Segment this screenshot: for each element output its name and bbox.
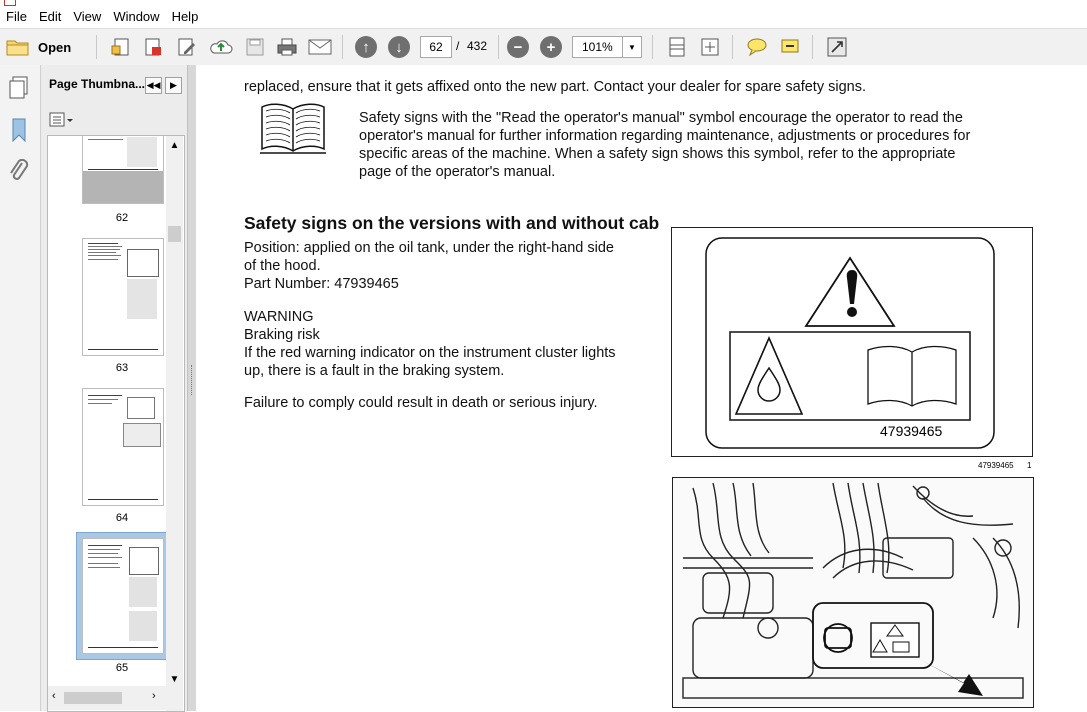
scroll-down-icon[interactable]: ▼ <box>169 674 180 685</box>
zoom-value: 101% <box>582 40 613 54</box>
read-manual-line-3: specific areas of the machine. When a safety sign shows this symbol, refer to the appropriate <box>359 145 956 162</box>
page-thumbnails-icon[interactable] <box>8 75 30 102</box>
edit-pdf-button[interactable] <box>174 35 200 59</box>
collapse-panel-icon[interactable]: ◀◀ <box>145 77 162 94</box>
upload-cloud-button[interactable] <box>208 35 234 59</box>
thumbnail-vertical-scrollbar[interactable] <box>166 136 183 711</box>
zoom-select[interactable] <box>572 36 642 58</box>
thumbnail-label: 63 <box>115 362 129 374</box>
page-number-input[interactable]: 62 <box>420 36 452 58</box>
position-line-2: of the hood. <box>244 257 321 274</box>
toolbar-separator <box>342 35 343 59</box>
position-line-1: Position: applied on the oil tank, under the right-hand side <box>244 239 614 256</box>
folder-icon <box>6 37 30 57</box>
toolbar-separator <box>96 35 97 59</box>
thumbnail-list[interactable] <box>47 135 185 712</box>
scroll-left-icon[interactable]: ‹ <box>52 690 56 702</box>
highlight-button[interactable] <box>777 35 803 59</box>
speech-bubble-icon <box>746 37 768 57</box>
thumbnail-label: 65 <box>115 662 129 674</box>
sign-part-number: 47939465 <box>880 423 943 439</box>
read-manual-line-4: page of the operator's manual. <box>359 163 556 180</box>
highlighter-icon <box>779 37 801 57</box>
expand-arrows-icon <box>826 36 848 58</box>
toolbar-separator <box>652 35 653 59</box>
envelope-icon <box>308 38 332 56</box>
main-toolbar <box>0 28 1087 66</box>
engine-location-figure <box>672 477 1034 708</box>
create-pdf-button[interactable] <box>108 35 134 59</box>
failure-text: Failure to comply could result in death or serious injury. <box>244 394 598 411</box>
scrollbar-thumb[interactable] <box>168 226 181 242</box>
menu-view[interactable]: View <box>73 9 102 24</box>
fit-page-button[interactable] <box>664 35 690 59</box>
figure-caption-number: 1 <box>1027 461 1032 470</box>
comment-button[interactable] <box>744 35 770 59</box>
scroll-up-icon[interactable]: ▲ <box>169 140 180 151</box>
save-button[interactable] <box>242 35 268 59</box>
total-pages: 432 <box>467 39 488 53</box>
bookmark-icon[interactable] <box>10 117 28 146</box>
navigation-pane-strip <box>0 65 41 711</box>
edit-pdf-icon <box>176 36 198 58</box>
toolbar-separator <box>812 35 813 59</box>
zoom-in-button[interactable] <box>539 35 563 59</box>
expand-button[interactable] <box>824 35 850 59</box>
menu-help[interactable]: Help <box>171 9 199 24</box>
panel-title: Page Thumbna... <box>49 77 146 91</box>
thumbnail-label: 62 <box>115 212 129 224</box>
menu-bar <box>0 6 1087 28</box>
next-page-button[interactable] <box>387 35 411 59</box>
operators-manual-book-icon <box>258 101 328 162</box>
warning-heading: WARNING <box>244 308 314 325</box>
warning-text-2: up, there is a fault in the braking system. <box>244 362 505 379</box>
options-menu-icon <box>49 111 77 129</box>
panel-splitter[interactable] <box>187 65 196 711</box>
thumbnail-label: 64 <box>115 512 129 524</box>
open-label: Open <box>38 39 72 55</box>
scrolling-mode-icon <box>667 36 687 58</box>
thumbnails-header <box>41 65 187 105</box>
splitter-grip[interactable] <box>191 365 194 395</box>
full-screen-button[interactable] <box>697 35 723 59</box>
read-manual-line-1: Safety signs with the "Read the operator's manual" symbol encourage the operator to read the <box>359 109 963 126</box>
minus-icon: − <box>507 36 529 58</box>
toolbar-separator <box>732 35 733 59</box>
thumbnail-page-62[interactable] <box>82 135 164 204</box>
thumbnail-horizontal-scrollbar[interactable] <box>48 686 166 710</box>
open-button[interactable] <box>6 35 80 59</box>
warning-risk: Braking risk <box>244 326 320 343</box>
printer-icon <box>276 37 298 57</box>
plus-icon: + <box>540 36 562 58</box>
menu-file[interactable]: File <box>6 9 27 24</box>
cloud-upload-icon <box>209 36 233 58</box>
read-manual-line-2: operator's manual for further information regarding maintenance, adjustments or procedures for <box>359 127 971 144</box>
email-button[interactable] <box>306 35 334 59</box>
print-button[interactable] <box>274 35 300 59</box>
page-thumbnails-panel <box>41 65 187 711</box>
warning-text-1: If the red warning indicator on the instrument cluster lights <box>244 344 616 361</box>
thumbnail-page-65[interactable] <box>82 538 164 654</box>
create-pdf-icon <box>110 36 132 58</box>
thumbnail-options-button[interactable] <box>49 111 79 129</box>
part-number: Part Number: 47939465 <box>244 275 399 292</box>
export-pdf-icon <box>142 36 164 58</box>
safety-sign-figure <box>671 227 1033 457</box>
menu-window[interactable]: Window <box>113 9 160 24</box>
horizontal-scrollbar-thumb[interactable] <box>64 692 122 704</box>
toolbar-separator <box>498 35 499 59</box>
paperclip-icon[interactable] <box>8 159 30 188</box>
section-title: Safety signs on the versions with and without cab <box>244 212 660 233</box>
figure-caption-id: 47939465 <box>978 461 1014 470</box>
zoom-out-button[interactable] <box>506 35 530 59</box>
previous-page-button[interactable] <box>354 35 378 59</box>
document-view[interactable] <box>196 65 1087 711</box>
intro-text-tail: replaced, ensure that it gets affixed onto the new part. Contact your dealer for spare safety signs. <box>244 78 866 95</box>
arrow-down-icon: ↓ <box>388 36 410 58</box>
menu-edit[interactable]: Edit <box>38 9 62 24</box>
scroll-right-icon[interactable]: › <box>152 690 156 702</box>
fit-window-icon <box>700 37 720 57</box>
arrow-up-icon: ↑ <box>355 36 377 58</box>
chevron-right-icon[interactable]: ▶ <box>165 77 182 94</box>
page-separator: / <box>456 39 460 53</box>
chevron-down-icon[interactable]: ▼ <box>622 37 641 57</box>
thumbnail-page-64[interactable] <box>82 388 164 506</box>
export-pdf-button[interactable] <box>140 35 166 59</box>
save-disk-icon <box>245 37 265 57</box>
thumbnail-page-63[interactable] <box>82 238 164 356</box>
